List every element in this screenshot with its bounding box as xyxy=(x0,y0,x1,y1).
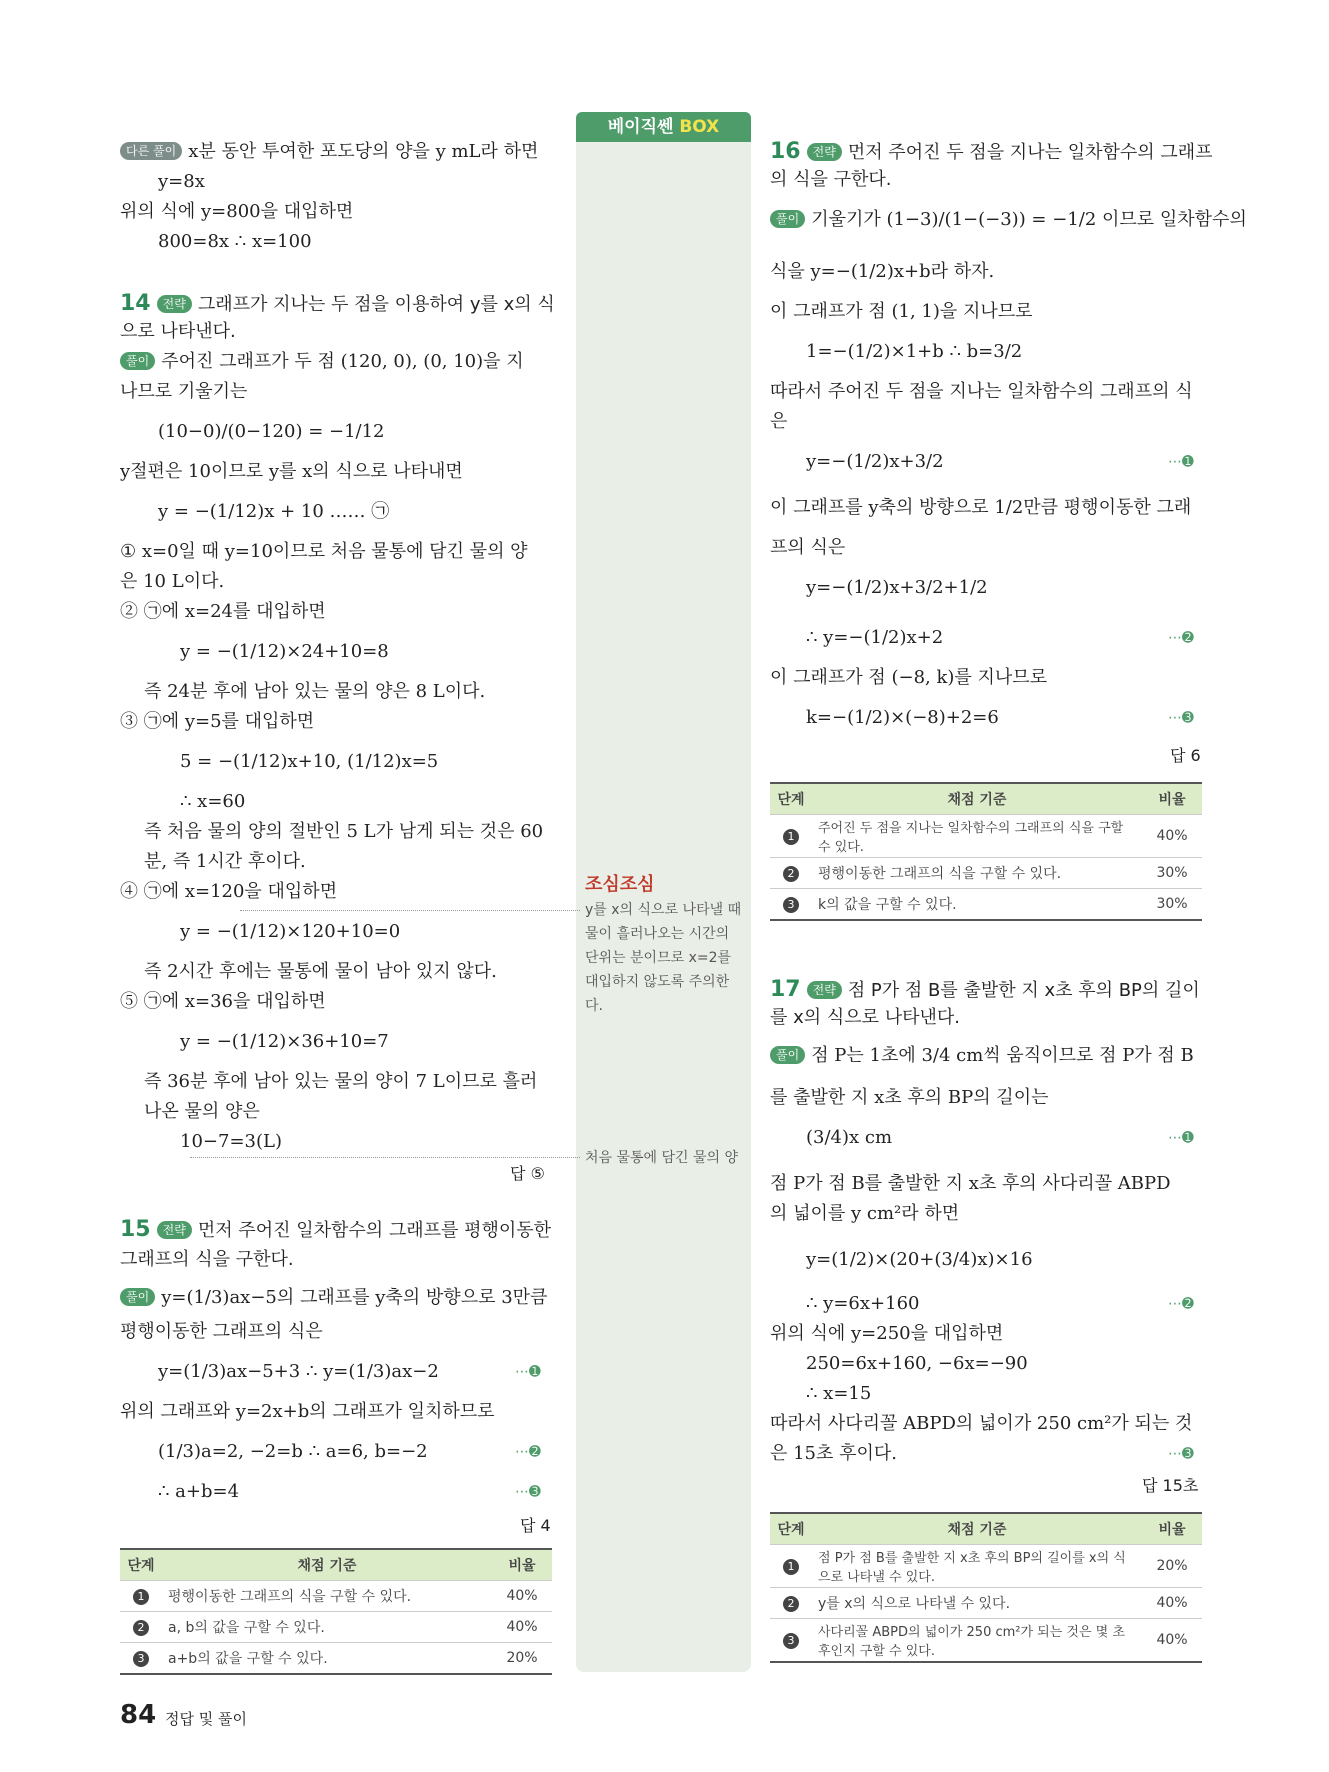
text-line: ⑤ ㉠에 x=36을 대입하면 xyxy=(120,991,326,1012)
text-line: 나온 물의 양은 xyxy=(144,1101,260,1122)
caution-text: y를 x의 식으로 나타낼 때 물이 흘러나오는 시간의 단위는 분이므로 x=2를 대입하지 않도록 주의한다. xyxy=(585,902,742,1014)
equation: 1=−(1/2)×1+b ∴ b=3/2 xyxy=(806,341,1023,362)
side-note: 처음 물통에 담긴 물의 양 xyxy=(585,1150,739,1166)
col-header: 단계 xyxy=(120,1549,162,1581)
step-mark: ⋯➋ xyxy=(1168,630,1194,646)
solution-line: 풀이 점 P는 1초에 3/4 cm씩 움직이므로 점 P가 점 B xyxy=(770,1042,1194,1070)
answer: 답 15초 xyxy=(1142,1476,1199,1495)
text-line: 의 넓이를 y cm²라 하면 xyxy=(770,1203,960,1224)
text-line: 따라서 사다리꼴 ABPD의 넓이가 250 cm²가 되는 것 xyxy=(770,1413,1193,1434)
table-row: 3 k의 값을 구할 수 있다. 30% xyxy=(770,889,1202,921)
step-mark: ⋯➊ xyxy=(1168,1130,1194,1146)
text-line: ① x=0일 때 y=10이므로 처음 물통에 담긴 물의 양 xyxy=(120,541,528,562)
equation: y=(1/3)ax−5+3 ∴ y=(1/3)ax−2 xyxy=(158,1361,439,1382)
step-mark: ⋯➌ xyxy=(1168,1446,1194,1462)
text-line: 그래프의 식을 구한다. xyxy=(120,1249,294,1270)
text-line: 즉 2시간 후에는 물통에 물이 남아 있지 않다. xyxy=(144,961,497,982)
caution-title: 조심조심 xyxy=(585,874,655,895)
text-line: 즉 36분 후에 남아 있는 물의 양이 7 L이므로 흘러 xyxy=(144,1071,538,1092)
equation: y=(1/2)×(20+(3/4)x)×16 xyxy=(806,1249,1033,1270)
text-line: ④ ㉠에 x=120을 대입하면 xyxy=(120,881,338,902)
text-line: 평행이동한 그래프의 식은 xyxy=(120,1321,323,1342)
equation: ∴ x=15 xyxy=(806,1383,872,1404)
equation: ∴ y=6x+160 xyxy=(806,1293,920,1314)
problem-14-header: 14 전략 그래프가 지나는 두 점을 이용하여 y를 x의 식 xyxy=(120,291,555,316)
answer: 답 4 xyxy=(520,1516,551,1535)
equation: y = −(1/12)×120+10=0 xyxy=(180,921,401,942)
step-mark: ⋯➊ xyxy=(1168,454,1194,470)
leader-line xyxy=(240,910,580,911)
table-row: 2 y를 x의 식으로 나타낼 수 있다. 40% xyxy=(770,1588,1202,1619)
text-line: 점 P가 점 B를 출발한 지 x초 후의 사다리꼴 ABPD xyxy=(770,1173,1171,1194)
col-header: 단계 xyxy=(770,1513,812,1545)
text-line: 즉 24분 후에 남아 있는 물의 양은 8 L이다. xyxy=(144,681,486,702)
scoring-table-16 xyxy=(770,782,1202,921)
equation: y=8x xyxy=(158,171,205,192)
scoring-table-15 xyxy=(120,1548,552,1675)
table-row: 1 평행이동한 그래프의 식을 구할 수 있다. 40% xyxy=(120,1581,552,1612)
page-label: 정답 및 풀이 xyxy=(165,1710,247,1728)
equation: (3/4)x cm xyxy=(806,1127,893,1148)
text-line: 이 그래프를 y축의 방향으로 1/2만큼 평행이동한 그래 xyxy=(770,497,1192,518)
col-header: 채점 기준 xyxy=(162,1549,492,1581)
text-line: 위의 식에 y=250을 대입하면 xyxy=(770,1323,1004,1344)
text-line: 프의 식은 xyxy=(770,537,846,558)
alt-solution-tag: 다른 풀이 xyxy=(120,142,182,160)
text-line: ③ ㉠에 y=5를 대입하면 xyxy=(120,711,315,732)
answer: 답 6 xyxy=(1170,746,1201,765)
equation: ∴ y=−(1/2)x+2 xyxy=(806,627,944,648)
table-row: 1 주어진 두 점을 지나는 일차함수의 그래프의 식을 구할 수 있다. 40% xyxy=(770,815,1202,858)
text-line: 은 xyxy=(770,411,788,432)
text-line: 위의 그래프와 y=2x+b의 그래프가 일치하므로 xyxy=(120,1401,495,1422)
text-line: 를 출발한 지 x초 후의 BP의 길이는 xyxy=(770,1087,1049,1108)
equation: ∴ x=60 xyxy=(180,791,246,812)
step-mark: ⋯➋ xyxy=(515,1444,541,1460)
text-line: 나므로 기울기는 xyxy=(120,381,248,402)
leader-line xyxy=(190,1157,580,1158)
equation: y = −(1/12)×36+10=7 xyxy=(180,1031,389,1052)
text-line: 의 식을 구한다. xyxy=(770,169,892,190)
equation: ∴ a+b=4 xyxy=(158,1481,240,1502)
text-line: 은 15초 후이다. xyxy=(770,1443,898,1464)
text-line: 위의 식에 y=800을 대입하면 xyxy=(120,201,354,222)
equation: 800=8x ∴ x=100 xyxy=(158,231,312,252)
equation: y=−(1/2)x+3/2 xyxy=(806,451,944,472)
problem-15-header: 15 전략 먼저 주어진 일차함수의 그래프를 평행이동한 xyxy=(120,1217,552,1242)
text-line: 따라서 주어진 두 점을 지나는 일차함수의 그래프의 식 xyxy=(770,381,1193,402)
equation: 5 = −(1/12)x+10, (1/12)x=5 xyxy=(180,751,439,772)
page-number: 84 xyxy=(120,1700,157,1730)
table-row: 1 점 P가 점 B를 출발한 지 x초 후의 BP의 길이를 x의 식으로 나타낼 수 있다. 20% xyxy=(770,1545,1202,1588)
text-line: 이 그래프가 점 (−8, k)를 지나므로 xyxy=(770,667,1048,688)
equation: 10−7=3(L) xyxy=(180,1131,282,1152)
alt-solution-line: 다른 풀이 x분 동안 투여한 포도당의 양을 y mL라 하면 xyxy=(120,138,538,166)
equation: k=−(1/2)×(−8)+2=6 xyxy=(806,707,999,728)
col-header: 단계 xyxy=(770,783,812,815)
problem-17-header: 17 전략 점 P가 점 B를 출발한 지 x초 후의 BP의 길이 xyxy=(770,977,1200,1002)
table-row: 3 사다리꼴 ABPD의 넓이가 250 cm²가 되는 것은 몇 초 후인지 구할 수 있다. 40% xyxy=(770,1619,1202,1663)
solution-line: 풀이 주어진 그래프가 두 점 (120, 0), (0, 10)을 지 xyxy=(120,348,524,376)
col-header: 채점 기준 xyxy=(812,1513,1142,1545)
problem-16-header: 16 전략 먼저 주어진 두 점을 지나는 일차함수의 그래프 xyxy=(770,139,1213,164)
text-line: 즉 처음 물의 양의 절반인 5 L가 남게 되는 것은 60 xyxy=(144,821,544,842)
step-mark: ⋯➌ xyxy=(1168,710,1194,726)
step-mark: ⋯➊ xyxy=(515,1364,541,1380)
text-line: 식을 y=−(1/2)x+b라 하자. xyxy=(770,261,995,282)
text-line: 분, 즉 1시간 후이다. xyxy=(144,851,306,872)
col-header: 채점 기준 xyxy=(812,783,1142,815)
step-mark: ⋯➌ xyxy=(515,1484,541,1500)
col-header: 비율 xyxy=(1142,1513,1202,1545)
text-line: ② ㉠에 x=24를 대입하면 xyxy=(120,601,326,622)
table-row: 3 a+b의 값을 구할 수 있다. 20% xyxy=(120,1643,552,1675)
equation: y = −(1/12)x + 10 …… ㉠ xyxy=(158,501,390,522)
col-header: 비율 xyxy=(492,1549,552,1581)
text-line: 이 그래프가 점 (1, 1)을 지나므로 xyxy=(770,301,1033,322)
step-mark: ⋯➋ xyxy=(1168,1296,1194,1312)
answer: 답 ⑤ xyxy=(510,1164,545,1183)
col-header: 비율 xyxy=(1142,783,1202,815)
solution-line: 풀이 기울기가 (1−3)/(1−(−3)) = −1/2 이므로 일차함수의 xyxy=(770,206,1247,234)
sidebar-header: 베이직쎈 BOX xyxy=(576,112,751,142)
equation: (1/3)a=2, −2=b ∴ a=6, b=−2 xyxy=(158,1441,428,1462)
text-line: 으로 나타낸다. xyxy=(120,321,236,342)
equation: (10−0)/(0−120) = −1/12 xyxy=(158,421,385,442)
scoring-table-17 xyxy=(770,1512,1202,1663)
equation: y=−(1/2)x+3/2+1/2 xyxy=(806,577,988,598)
text-line: 은 10 L이다. xyxy=(120,571,225,592)
table-row: 2 평행이동한 그래프의 식을 구할 수 있다. 30% xyxy=(770,858,1202,889)
equation: y = −(1/12)×24+10=8 xyxy=(180,641,389,662)
equation: 250=6x+160, −6x=−90 xyxy=(806,1353,1028,1374)
text-line: y절편은 10이므로 y를 x의 식으로 나타내면 xyxy=(120,461,463,482)
table-row: 2 a, b의 값을 구할 수 있다. 40% xyxy=(120,1612,552,1643)
solution-line: 풀이 y=(1/3)ax−5의 그래프를 y축의 방향으로 3만큼 xyxy=(120,1284,547,1312)
text-line: 를 x의 식으로 나타낸다. xyxy=(770,1007,961,1028)
